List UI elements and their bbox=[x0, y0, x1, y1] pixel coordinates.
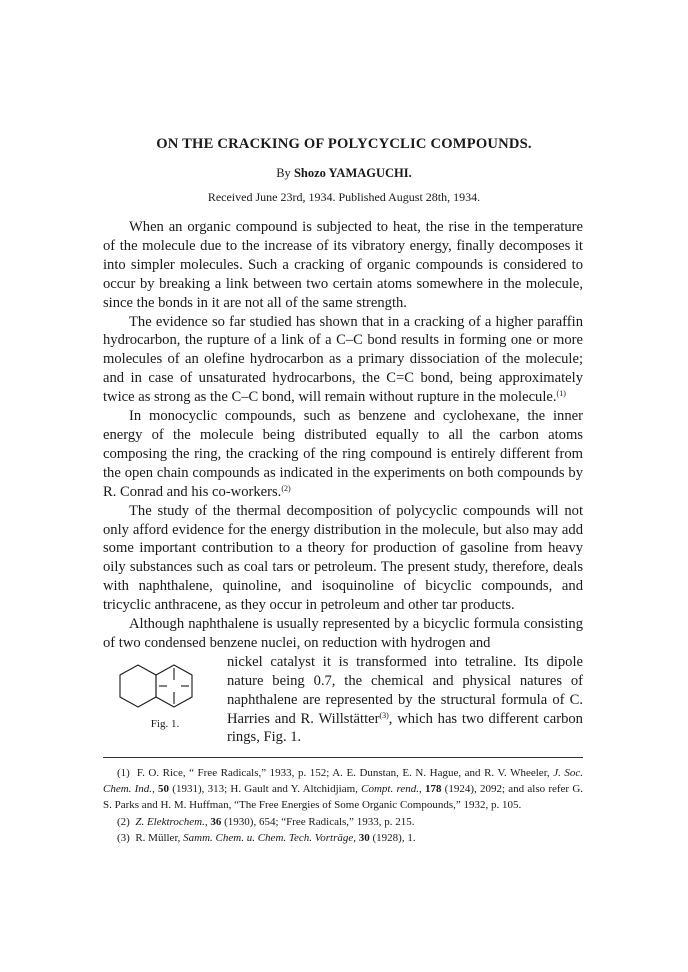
footnote-1-text-e: (1924), 2092; and also refer G. S. Parks and H. M. Huffman, “The Free Energies of Some Organic Compounds,” 1932, p. 105. bbox=[103, 783, 584, 812]
paragraph-2-text: The evidence so far studied has shown that in a cracking of a higher paraffin hydrocarbon, the rupture of a link of a C–C bond results in forming one or more molecules of an olefine hydrocarbon as a primary dissociation of the molecule; and in case of unsaturated hydrocarbons, the C=C bond, being approximately twice as strong as the C–C bond, will remain without rupture in the molecule. bbox=[103, 313, 583, 406]
author-prefix: By bbox=[276, 166, 294, 180]
footnote-1 bbox=[103, 765, 583, 814]
paragraph-3-text: In monocyclic compounds, such as benzene and cyclohexane, the inner energy of the molecule being distributed equally to all the carbon atoms composing the ring, the cracking of the ring compound is entirely different from the open chain compounds as indicated in the experiments on both compounds by R. Conrad and his co-workers. bbox=[103, 408, 583, 500]
paragraph-3 bbox=[103, 407, 583, 502]
footnote-2-text-b: (1930), 654; “Free Radicals,” 1933, p. 215. bbox=[221, 815, 415, 828]
received-dates: Received June 23rd, 1934. Published August 28th, 1934. bbox=[207, 190, 481, 204]
paragraph-5-wrap bbox=[227, 653, 583, 748]
ref-2[interactable]: (2) bbox=[281, 483, 291, 493]
ref-3[interactable]: (3) bbox=[379, 710, 389, 720]
paragraph-2 bbox=[103, 313, 583, 408]
volume-number: 36 bbox=[210, 815, 222, 828]
ref-1[interactable]: (1) bbox=[556, 389, 566, 399]
figure-caption: Fig. 1. bbox=[150, 717, 180, 730]
article-body bbox=[103, 218, 583, 747]
volume-number: 178 bbox=[424, 783, 442, 796]
footnote-2-number: (2) bbox=[117, 815, 130, 828]
author-line bbox=[0, 166, 688, 181]
footnote-2 bbox=[103, 814, 583, 830]
journal-name: Compt. rend. bbox=[361, 783, 419, 796]
footnote-1-text-c: (1931), 313; H. Gault and Y. Altchidjiam, bbox=[169, 783, 362, 796]
paragraph-5-lead: Although naphthalene is usually represented by a bicyclic formula consisting of two condensed benzene nuclei, on reduction with hydrogen and bbox=[103, 616, 583, 651]
volume-number: 30 bbox=[358, 831, 370, 844]
journal-name: Samm. Chem. u. Chem. Tech. Vorträge bbox=[183, 831, 354, 844]
figure-wrap bbox=[103, 653, 583, 748]
footnote-1-text-a: F. O. Rice, “ Free Radicals,” 1933, p. 152; A. E. Dunstan, E. N. Hague, and R. V. Wheeler, bbox=[136, 767, 554, 779]
footnotes bbox=[103, 765, 583, 846]
footnote-2-text-a: , bbox=[204, 815, 211, 828]
paragraph-1: When an organic compound is subjected to heat, the rise in the temperature of the molecule due to the increase of its vibratory energy, finally decomposes it into simpler molecules. Such a cracking of organic compounds is considered to occur by breaking a link between two certain atoms somewhere in the molecule, since the bonds in it are not all of the same strength. bbox=[103, 219, 583, 311]
paper-title: ON THE CRACKING OF POLYCYCLIC COMPOUNDS. bbox=[156, 136, 532, 152]
journal-name: Z. Elektrochem. bbox=[135, 815, 205, 828]
footnote-3-number: (3) bbox=[117, 831, 130, 844]
footnote-3 bbox=[103, 830, 583, 846]
footnote-3-text-a: R. Müller, bbox=[135, 831, 184, 844]
author-name: Shozo YAMAGUCHI. bbox=[293, 166, 412, 180]
figure-1 bbox=[103, 653, 227, 734]
paragraph-5-end: , which has two different carbon rings, Fig. 1. bbox=[227, 710, 583, 746]
footnote-3-text-b: , bbox=[353, 831, 359, 844]
naphthalene-structure-diagram bbox=[111, 661, 193, 713]
footnote-divider bbox=[103, 757, 583, 758]
volume-number: 50 bbox=[158, 783, 170, 796]
paragraph-4: The study of the thermal decomposition of polycyclic compounds will not only afford evidence for the energy distribution in the molecule, but also may add some important contribution to a theory for production of gasoline from heavy oily substances such as coal tars or petroleum. The present study, therefore, deals with naphthalene, quinoline, and isoquinoline of bicyclic compounds, and tricyclic anthracene, as they occur in petroleum and other tar products. bbox=[103, 502, 583, 614]
footnote-3-text-c: (1928), 1. bbox=[369, 831, 416, 844]
paragraph-5-wrap-text: nickel catalyst it is transformed into tetraline. Its dipole nature being 0.7, the chemical and physical natures of naphthalene are represented by the structural formula of C. Harries and R. Willstätter bbox=[227, 653, 583, 727]
journal-name: J. Soc. Chem. Ind. bbox=[103, 767, 584, 796]
footnote-1-text-d: , bbox=[418, 783, 425, 796]
footnote-1-number: (1) bbox=[117, 767, 130, 779]
footnote-1-text-b: , bbox=[152, 783, 159, 796]
